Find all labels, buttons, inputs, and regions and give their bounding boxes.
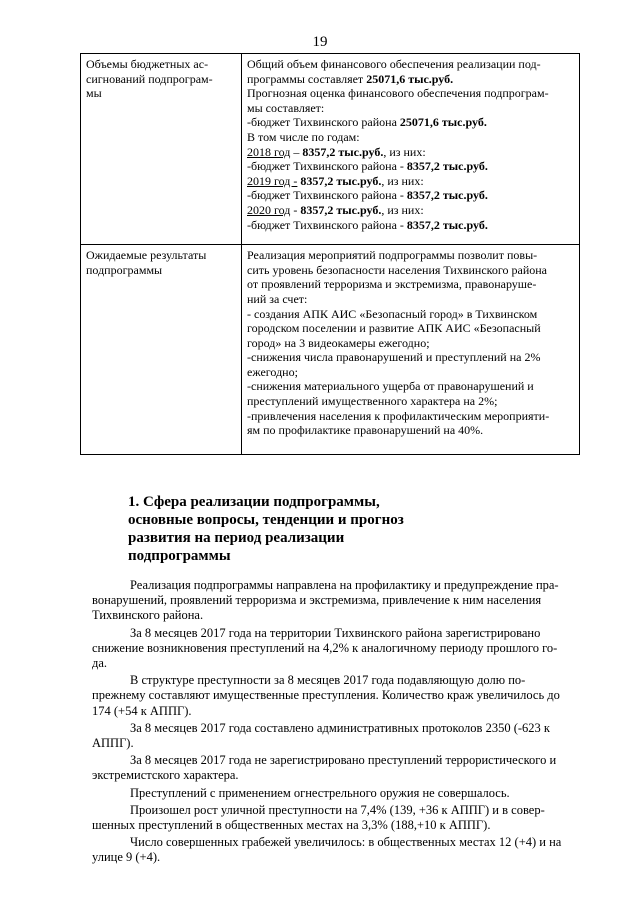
table-row-content	[242, 54, 580, 245]
heading-line: развития на период реализации	[128, 530, 345, 546]
paragraph	[92, 835, 580, 865]
text-segment: 2018 год	[247, 144, 291, 159]
paragraph-line: АППГ).	[92, 736, 134, 751]
text-segment: 8357,2 тыс.руб.	[302, 144, 384, 159]
text-segment: ежегодно;	[247, 364, 298, 379]
heading-line: 1. Сфера реализации подпрограммы,	[128, 494, 380, 510]
paragraph-line: За 8 месяцев 2017 года не зарегистрировано преступлений террористического и	[130, 753, 557, 768]
text-segment: - создания АПК АИС «Безопасный город» в Тихвинском	[247, 306, 538, 321]
text-segment: -бюджет Тихвинского района -	[247, 217, 407, 232]
paragraph-line: шенных преступлений в общественных местах на 3,3% (188,+10 к АППГ).	[92, 818, 491, 833]
content-line	[247, 350, 574, 365]
paragraph-line: снижение возникновения преступлений на 4,2% к аналогичному периоду прошлого го-	[92, 640, 558, 655]
label-line: подпрограммы	[86, 262, 163, 277]
text-segment: 8357,2 тыс.руб.	[406, 217, 488, 232]
paragraph-line: 174 (+54 к АППГ).	[92, 703, 192, 718]
text-segment: –	[290, 144, 303, 159]
subprogram-passport-table	[80, 53, 580, 455]
label-line: сигнований подпрограм-	[86, 71, 213, 86]
table-row	[81, 54, 580, 245]
text-segment: Общий объем финансового обеспечения реализации под-	[247, 57, 541, 71]
paragraph-line: вонарушений, проявлений терроризма и экстремизма, привлечение к ним населения	[92, 593, 542, 608]
table-row	[81, 245, 580, 455]
paragraph	[92, 578, 580, 624]
paragraph	[92, 626, 580, 672]
table-row-label	[81, 245, 242, 455]
content-line	[247, 145, 574, 160]
content-line	[247, 394, 574, 409]
text-segment: от проявлений терроризма и экстремизма, правонаруше-	[247, 277, 537, 292]
content-line	[247, 336, 574, 351]
text-segment: -снижения материального ущерба от правонарушений и	[247, 379, 534, 394]
text-segment: -снижения числа правонарушений и преступлений на 2%	[247, 350, 541, 365]
text-segment: -бюджет Тихвинского района -	[247, 188, 407, 203]
content-line	[247, 263, 574, 278]
text-segment: преступлений имущественного характера на 2%;	[247, 394, 498, 409]
paragraph-line: да.	[92, 656, 108, 671]
text-segment: 2020 год	[247, 202, 291, 217]
text-segment: программы составляет	[247, 71, 367, 86]
content-line	[247, 307, 574, 322]
section-heading	[128, 493, 404, 565]
paragraph	[92, 786, 580, 801]
table-row-content	[242, 245, 580, 455]
paragraph-line: Число совершенных грабежей увеличилось: в общественных местах 12 (+4) и на	[130, 835, 562, 850]
content-line	[247, 130, 574, 145]
text-segment: сить уровень безопасности населения Тихвинского района	[247, 262, 548, 277]
content-line	[247, 72, 574, 87]
text-segment: 25071,6 тыс.руб.	[366, 71, 454, 86]
heading-line: основные вопросы, тенденции и прогноз	[128, 512, 404, 528]
content-line	[247, 292, 574, 307]
text-segment: городском поселении и развитие АПК АИС «Безопасный	[247, 321, 541, 336]
text-segment: -бюджет Тихвинского района	[247, 115, 400, 130]
text-segment: 2019 год -	[247, 173, 298, 188]
content-line	[247, 188, 574, 203]
paragraph-line: В структуре преступности за 8 месяцев 2017 года подавляющую долю по-	[130, 673, 526, 688]
text-segment: город» на 3 видеокамеры ежегодно;	[247, 335, 430, 350]
content-line	[247, 57, 574, 72]
paragraph	[92, 753, 580, 783]
label-line: Ожидаемые результаты	[86, 248, 207, 263]
text-segment: В том числе по годам:	[247, 129, 360, 144]
paragraph-line: Произошел рост уличной преступности на 7,4% (139, +36 к АППГ) и в совер-	[130, 802, 545, 817]
paragraph-line: улице 9 (+4).	[92, 850, 161, 865]
text-segment: , из них:	[381, 202, 424, 217]
content-line	[247, 218, 574, 233]
content-line	[247, 115, 574, 130]
paragraph-line: прежнему составляют имущественные преступления. Количество краж увеличилось до	[92, 688, 560, 703]
content-line	[247, 174, 574, 189]
text-segment: ний за счет:	[247, 291, 308, 306]
paragraph-line: экстремистского характера.	[92, 768, 239, 783]
page-number: 19	[312, 34, 328, 50]
content-line	[247, 159, 574, 174]
content-line	[247, 203, 574, 218]
paragraph-line: Тихвинского района.	[92, 608, 204, 623]
text-segment: мы составляет:	[247, 100, 325, 115]
text-segment: -привлечения населения к профилактическим мероприяти-	[247, 408, 550, 423]
paragraph-line: Преступлений с применением огнестрельного оружия не совершалось.	[130, 785, 510, 800]
content-line	[247, 248, 574, 263]
text-segment: -бюджет Тихвинского района -	[247, 159, 407, 174]
paragraph	[92, 673, 580, 719]
paragraph	[92, 803, 580, 833]
paragraph-line: За 8 месяцев 2017 года на территории Тихвинского района зарегистрировано	[130, 625, 541, 640]
paragraph-line: Реализация подпрограммы направлена на профилактику и предупреждение пра-	[130, 578, 559, 592]
section-body	[92, 578, 580, 868]
content-line	[247, 101, 574, 116]
text-segment: , из них:	[383, 144, 426, 159]
text-segment: , из них:	[381, 173, 424, 188]
text-segment: -	[290, 202, 301, 217]
text-segment: Реализация мероприятий подпрограммы позволит повы-	[247, 248, 538, 263]
content-line	[247, 423, 574, 438]
label-line: мы	[86, 86, 102, 101]
text-segment: 8357,2 тыс.руб.	[406, 188, 488, 203]
content-line	[247, 365, 574, 380]
text-segment: ям по профилактике правонарушений на 40%.	[247, 423, 484, 438]
paragraph	[92, 721, 580, 751]
content-line	[247, 277, 574, 292]
text-segment: 8357,2 тыс.руб.	[300, 202, 382, 217]
text-segment: Прогнозная оценка финансового обеспечения подпрограм-	[247, 86, 549, 101]
label-line: Объемы бюджетных ас-	[86, 57, 209, 71]
text-segment: 25071,6 тыс.руб.	[399, 115, 487, 130]
table-row-label	[81, 54, 242, 245]
content-line	[247, 86, 574, 101]
content-line	[247, 409, 574, 424]
content-line	[247, 321, 574, 336]
text-segment: 8357,2 тыс.руб.	[300, 173, 382, 188]
heading-line: подпрограммы	[128, 548, 231, 564]
content-line	[247, 379, 574, 394]
paragraph-line: За 8 месяцев 2017 года составлено административных протоколов 2350 (-623 к	[130, 720, 550, 735]
text-segment: 8357,2 тыс.руб.	[406, 159, 488, 174]
